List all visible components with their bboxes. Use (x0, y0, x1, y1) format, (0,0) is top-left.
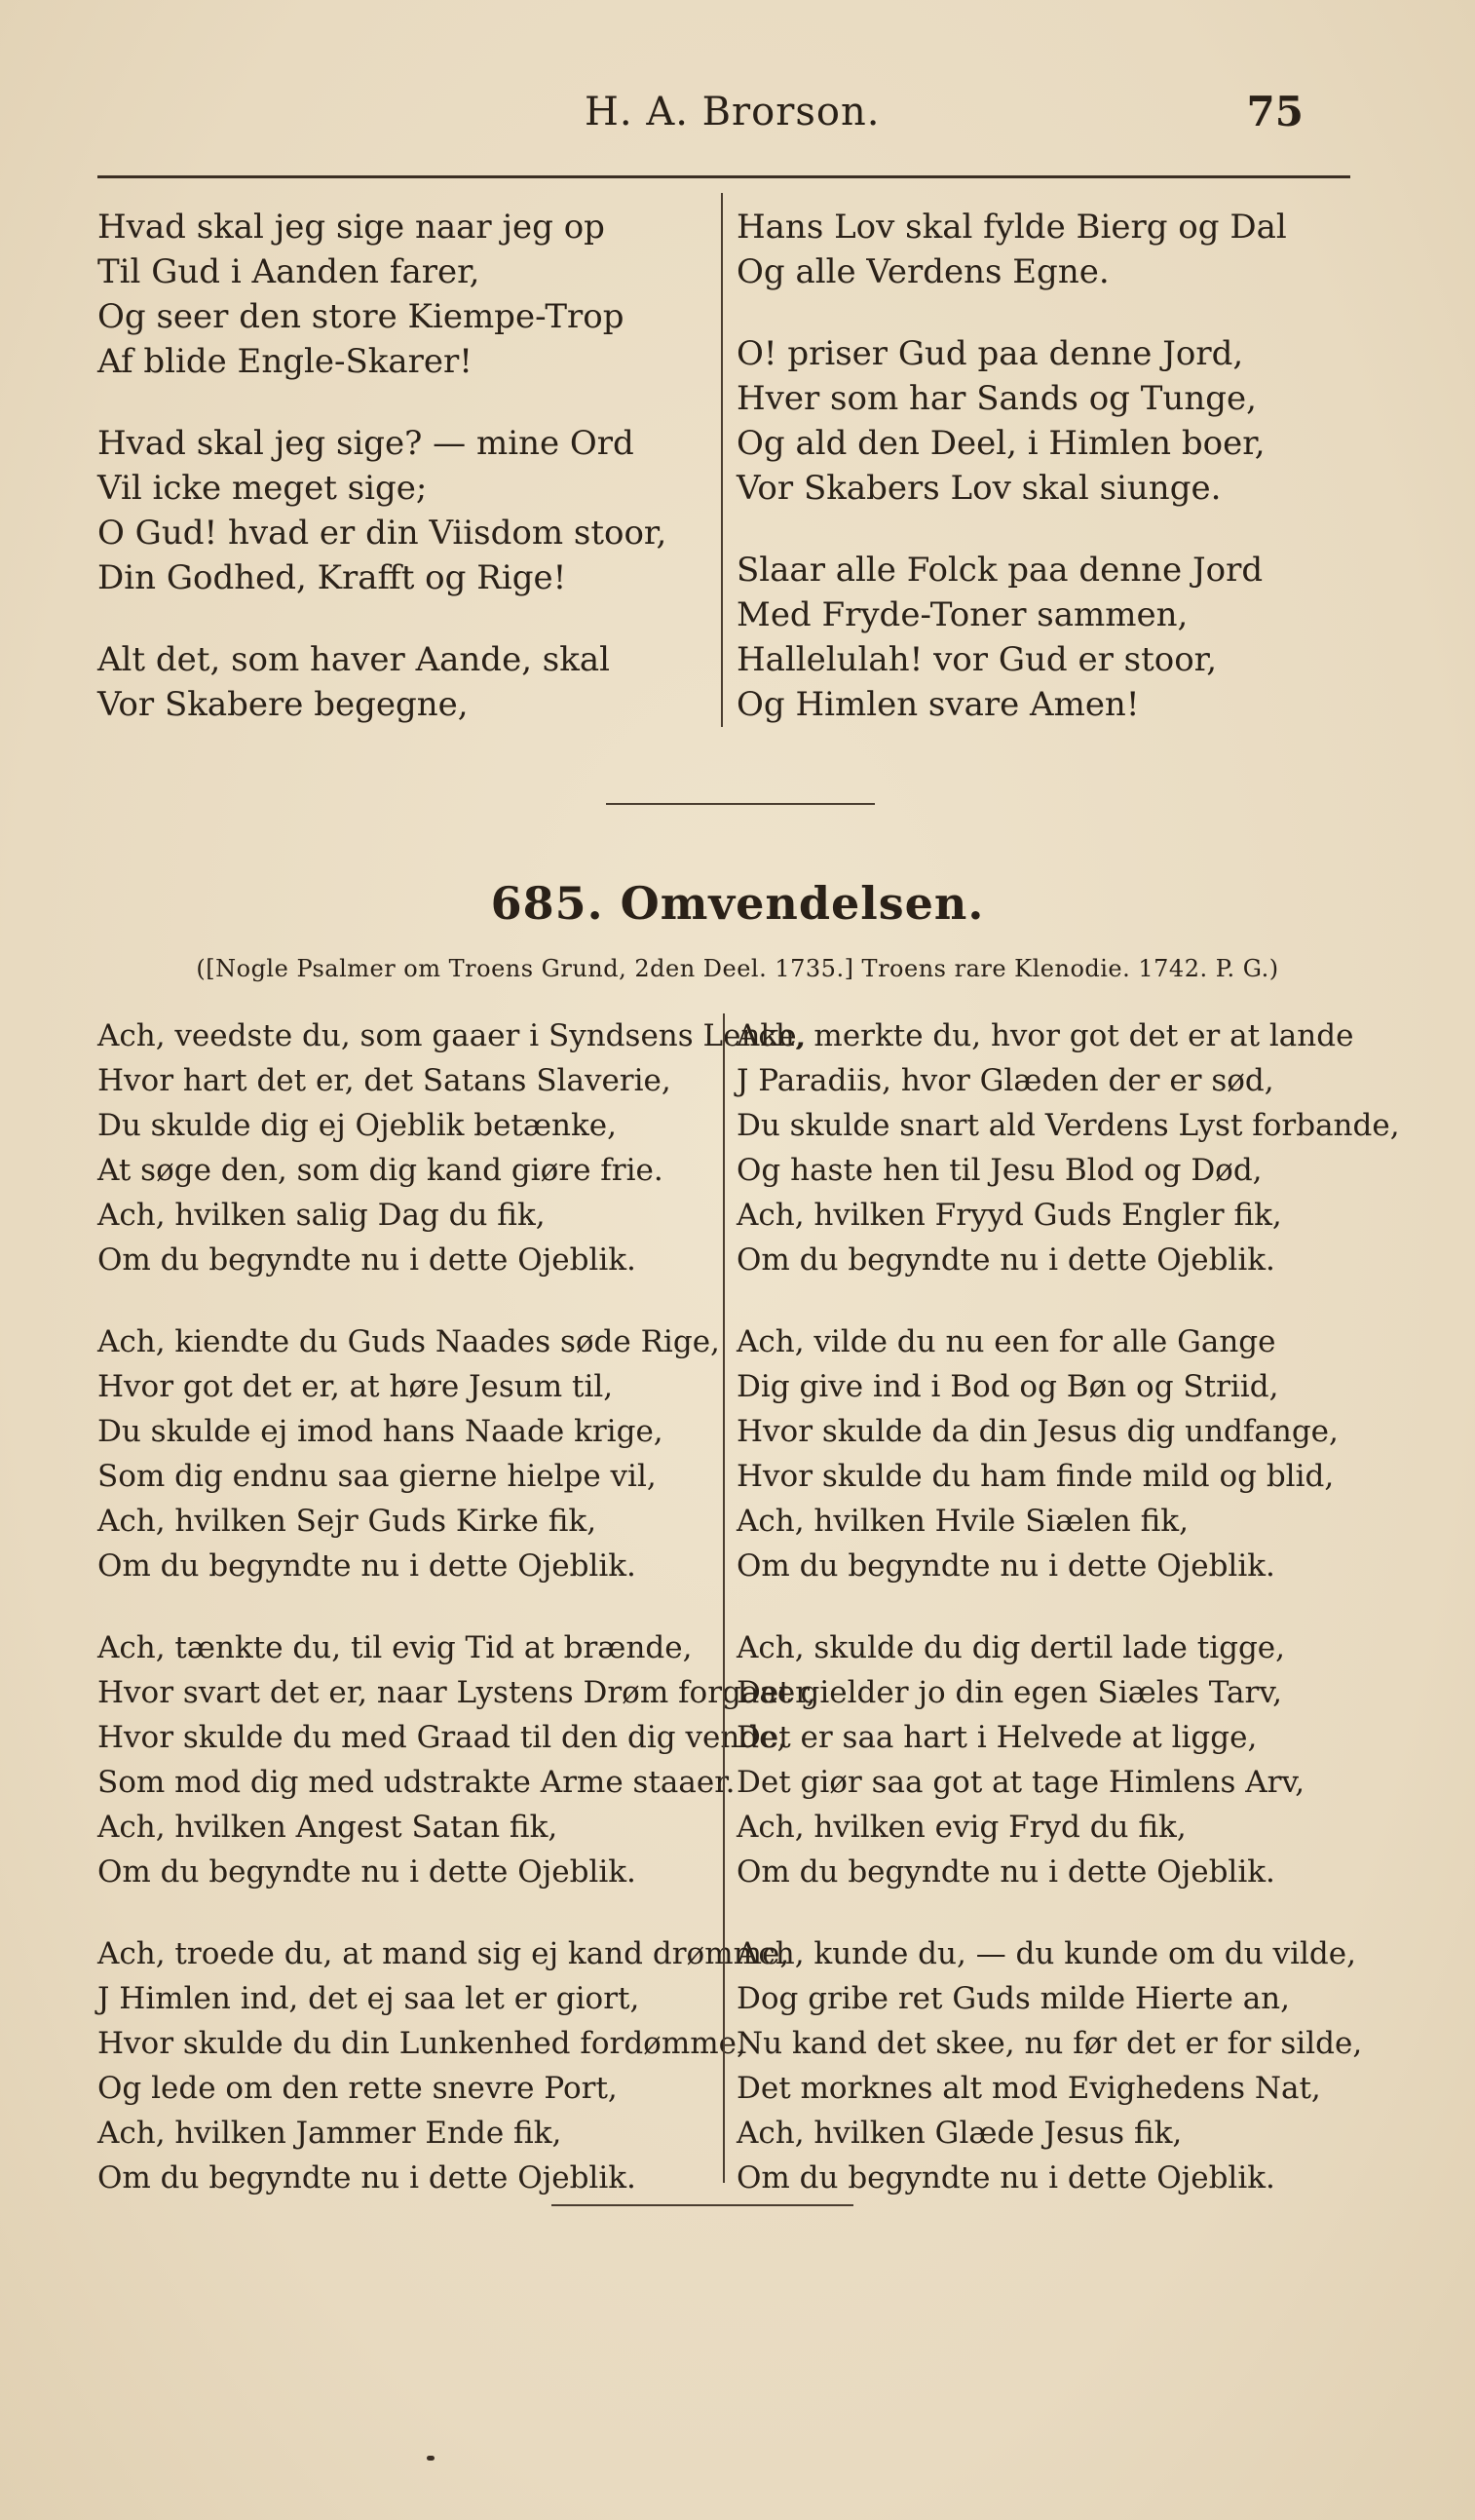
verse-line: Om du begyndte nu i dette Ojeblik. (737, 1854, 1275, 1890)
verse-line: Du skulde ej imod hans Naade krige, (97, 1414, 663, 1449)
verse-line: Om du begyndte nu i dette Ojeblik. (737, 1242, 1275, 1278)
verse-line: Slaar alle Folck paa denne Jord (737, 551, 1264, 590)
verse-line: Ach, hvilken Angest Satan fik, (97, 1810, 558, 1845)
verse-line: Hans Lov skal fylde Bierg og Dal (737, 208, 1287, 247)
end-separator (551, 2204, 853, 2206)
verse-line: Nu kand det skee, nu før det er for silde, (737, 2026, 1363, 2061)
verse-line: At søge den, som dig kand giøre frie. (97, 1153, 663, 1188)
verse-line: Om du begyndte nu i dette Ojeblik. (97, 1854, 636, 1890)
verse-line: Alt det, som haver Aande, skal (97, 640, 611, 679)
stanza (737, 205, 1287, 294)
stanza (737, 1625, 1400, 1894)
page-number: 75 (1246, 88, 1304, 135)
stanza (737, 548, 1287, 727)
ink-speck (427, 2456, 435, 2461)
verse-line: Hvor got det er, at høre Jesum til, (97, 1369, 614, 1404)
stanza (97, 1319, 815, 1588)
verse-line: Ach, tænkte du, til evig Tid at brænde, (97, 1630, 693, 1665)
verse-line: O Gud! hvad er din Viisdom stoor, (97, 514, 667, 553)
verse-line: Vor Skabere begegne, (97, 685, 469, 724)
verse-line: Ach, hvilken Fryyd Guds Engler fik, (737, 1198, 1282, 1233)
verse-line: Hvor skulde da din Jesus dig undfange, (737, 1414, 1339, 1449)
verse-line: Om du begyndte nu i dette Ojeblik. (737, 1548, 1275, 1584)
stanza (737, 1931, 1400, 2200)
verse-line: Og lede om den rette snevre Port, (97, 2071, 618, 2106)
verse-line: Med Fryde-Toner sammen, (737, 595, 1189, 634)
hymn-left-column (97, 1013, 815, 2237)
hymn-right-column (737, 1013, 1400, 2237)
verse-line: Ach, hvilken Hvile Siælen fik, (737, 1504, 1189, 1539)
stanza (97, 421, 666, 600)
stanza (97, 637, 666, 727)
verse-line: Og Himlen svare Amen! (737, 685, 1140, 724)
running-head: H. A. Brorson. (585, 90, 881, 134)
verse-line: Ach, kiendte du Guds Naades søde Rige, (97, 1324, 720, 1359)
verse-line: Hvor hart det er, det Satans Slaverie, (97, 1063, 671, 1098)
verse-line: Hallelulah! vor Gud er stoor, (737, 640, 1217, 679)
verse-line: Og haste hen til Jesu Blod og Død, (737, 1153, 1263, 1188)
stanza (737, 1013, 1400, 1282)
verse-line: J Himlen ind, det ej saa let er giort, (97, 1981, 640, 2016)
verse-line: Hvad skal jeg sige? — mine Ord (97, 424, 634, 463)
verse-line: Dog gribe ret Guds milde Hierte an, (737, 1981, 1290, 2016)
verse-line: Hvor svart det er, naar Lystens Drøm forgaaer, (97, 1675, 816, 1710)
verse-line: Vor Skabers Lov skal siunge. (737, 469, 1222, 508)
verse-line: Af blide Engle-Skarer! (97, 342, 473, 381)
verse-line: Til Gud i Aanden farer, (97, 252, 480, 291)
continued-hymn-right-column (737, 205, 1287, 764)
verse-line: Ach, kunde du, — du kunde om du vilde, (737, 1936, 1356, 1971)
hymn-title: 685. Omvendelsen. (490, 877, 985, 930)
verse-line: Ach, hvilken evig Fryd du fik, (737, 1810, 1187, 1845)
verse-line: Vil icke meget sige; (97, 469, 428, 508)
verse-line: Ach, troede du, at mand sig ej kand drømme, (97, 1936, 790, 1971)
verse-line: Hvor skulde du ham finde mild og blid, (737, 1459, 1335, 1494)
verse-line: Hver som har Sands og Tunge, (737, 379, 1257, 418)
page-header (97, 86, 1350, 144)
verse-line: Hvad skal jeg sige naar jeg op (97, 208, 605, 247)
verse-line: Dig give ind i Bod og Bøn og Striid, (737, 1369, 1279, 1404)
verse-line: Ach, hvilken Glæde Jesus fik, (737, 2116, 1183, 2151)
stanza (97, 1625, 815, 1894)
continued-hymn-left-column (97, 205, 666, 764)
verse-line: Ach, veedste du, som gaaer i Syndsens Lenke, (97, 1018, 807, 1053)
header-rule (97, 175, 1350, 178)
verse-line: Om du begyndte nu i dette Ojeblik. (737, 2160, 1275, 2195)
verse-line: Ach, skulde du dig dertil lade tigge, (737, 1630, 1286, 1665)
verse-line: Ach, vilde du nu een for alle Gange (737, 1324, 1276, 1359)
verse-line: Det er saa hart i Helvede at ligge, (737, 1720, 1258, 1755)
stanza (737, 331, 1287, 511)
verse-line: Som dig endnu saa gierne hielpe vil, (97, 1459, 657, 1494)
verse-line: Om du begyndte nu i dette Ojeblik. (97, 1242, 636, 1278)
section-separator (606, 803, 875, 805)
stanza (97, 1931, 815, 2200)
verse-line: Det giør saa got at tage Himlens Arv, (737, 1765, 1305, 1800)
verse-line: Ach, hvilken salig Dag du fik, (97, 1198, 546, 1233)
verse-line: Hvor skulde du din Lunkenhed fordømme, (97, 2026, 746, 2061)
verse-line: O! priser Gud paa denne Jord, (737, 334, 1244, 373)
verse-line: Og seer den store Kiempe-Trop (97, 297, 624, 336)
verse-line: Og alle Verdens Egne. (737, 252, 1110, 291)
verse-line: Som mod dig med udstrakte Arme staaer. (97, 1765, 736, 1800)
verse-line: Ach, hvilken Sejr Guds Kirke fik, (97, 1504, 597, 1539)
verse-line: Ach, merkte du, hvor got det er at lande (737, 1018, 1354, 1053)
verse-line: J Paradiis, hvor Glæden der er sød, (737, 1063, 1274, 1098)
verse-line: Det gielder jo din egen Siæles Tarv, (737, 1675, 1283, 1710)
stanza (737, 1319, 1400, 1588)
verse-line: Og ald den Deel, i Himlen boer, (737, 424, 1266, 463)
stanza (97, 1013, 815, 1282)
hymn-source: ([Nogle Psalmer om Troens Grund, 2den Deel. 1735.] Troens rare Klenodie. 1742. P. G.) (196, 955, 1279, 982)
verse-line: Du skulde snart ald Verdens Lyst forbande, (737, 1108, 1400, 1143)
verse-line: Om du begyndte nu i dette Ojeblik. (97, 1548, 636, 1584)
verse-line: Ach, hvilken Jammer Ende fik, (97, 2116, 562, 2151)
verse-line: Din Godhed, Krafft og Rige! (97, 558, 567, 597)
stanza (97, 205, 666, 384)
verse-line: Om du begyndte nu i dette Ojeblik. (97, 2160, 636, 2195)
column-divider (721, 193, 723, 727)
verse-line: Det morknes alt mod Evighedens Nat, (737, 2071, 1321, 2106)
verse-line: Du skulde dig ej Ojeblik betænke, (97, 1108, 617, 1143)
column-divider (723, 1013, 725, 2183)
verse-line: Hvor skulde du med Graad til den dig vende, (97, 1720, 787, 1755)
